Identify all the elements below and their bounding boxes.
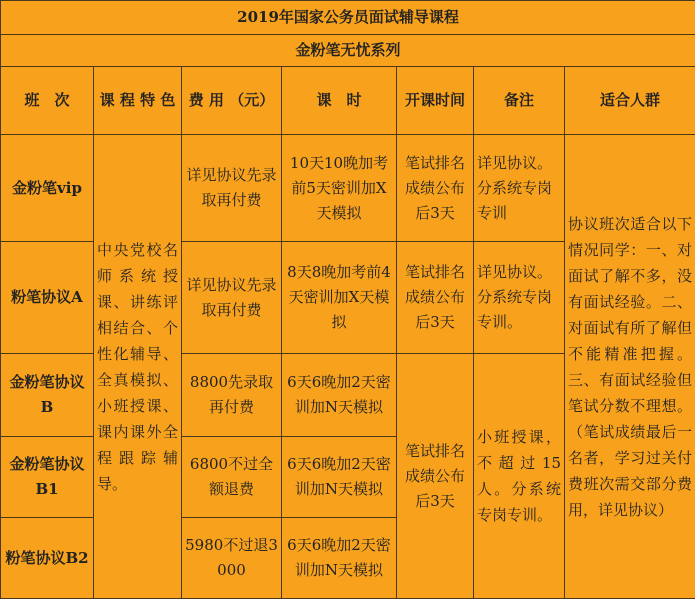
header-note: 备注 bbox=[474, 67, 565, 135]
table-title: 2019年国家公务员面试辅导课程 bbox=[1, 1, 695, 35]
hours-cell: 6天6晚加2天密训加N天模拟 bbox=[282, 518, 397, 599]
class-name: 金粉笔协议B1 bbox=[1, 437, 94, 518]
features-cell: 中央党校名师系统授课、讲练评相结合、个性化辅导、全真模拟、小班授课、课内课外全程跟踪辅导。 bbox=[94, 135, 182, 599]
note-cell: 详见协议。分系统专岗专训。 bbox=[474, 242, 565, 354]
hours-cell: 8天8晚加考前4天密训加X天模拟 bbox=[282, 242, 397, 354]
start-cell: 笔试排名成绩公布后3天 bbox=[397, 135, 474, 242]
fee-cell: 8800先录取再付费 bbox=[182, 354, 282, 437]
header-class: 班 次 bbox=[1, 67, 94, 135]
note-cell: 详见协议。分系统专岗专训 bbox=[474, 135, 565, 242]
series-title: 金粉笔无忧系列 bbox=[1, 35, 695, 67]
header-hours: 课 时 bbox=[282, 67, 397, 135]
fee-cell: 详见协议先录取再付费 bbox=[182, 242, 282, 354]
fee-cell: 详见协议先录取再付费 bbox=[182, 135, 282, 242]
class-name: 粉笔协议B2 bbox=[1, 518, 94, 599]
hours-cell: 6天6晚加2天密训加N天模拟 bbox=[282, 354, 397, 437]
class-name: 金粉笔vip bbox=[1, 135, 94, 242]
header-start: 开课时间 bbox=[397, 67, 474, 135]
start-cell: 笔试排名成绩公布后3天 bbox=[397, 242, 474, 354]
header-audience: 适合人群 bbox=[565, 67, 695, 135]
hours-cell: 10天10晚加考前5天密训加X天模拟 bbox=[282, 135, 397, 242]
audience-cell: 协议班次适合以下情况同学：一、对面试了解不多，没有面试经验。二、对面试有所了解但不能精准把握。三、有面试经验但笔试分数不理想。（笔试成绩最后一名者，学习过关付费班次需交部分费用，详见协议） bbox=[565, 135, 695, 599]
header-row bbox=[1, 67, 695, 135]
subtitle-row bbox=[1, 35, 695, 67]
fee-cell: 6800不过全额退费 bbox=[182, 437, 282, 518]
hours-cell: 6天6晚加2天密训加N天模拟 bbox=[282, 437, 397, 518]
header-fee: 费 用 （元） bbox=[182, 67, 282, 135]
fee-cell: 5980不过退3000 bbox=[182, 518, 282, 599]
title-row bbox=[1, 1, 695, 35]
note-cell: 小班授课，不超过15人。分系统专岗专训。 bbox=[474, 354, 565, 599]
table-row bbox=[1, 135, 695, 242]
header-features: 课 程 特 色 bbox=[94, 67, 182, 135]
class-name: 金粉笔协议B bbox=[1, 354, 94, 437]
class-name: 粉笔协议A bbox=[1, 242, 94, 354]
start-cell: 笔试排名成绩公布后3天 bbox=[397, 354, 474, 599]
